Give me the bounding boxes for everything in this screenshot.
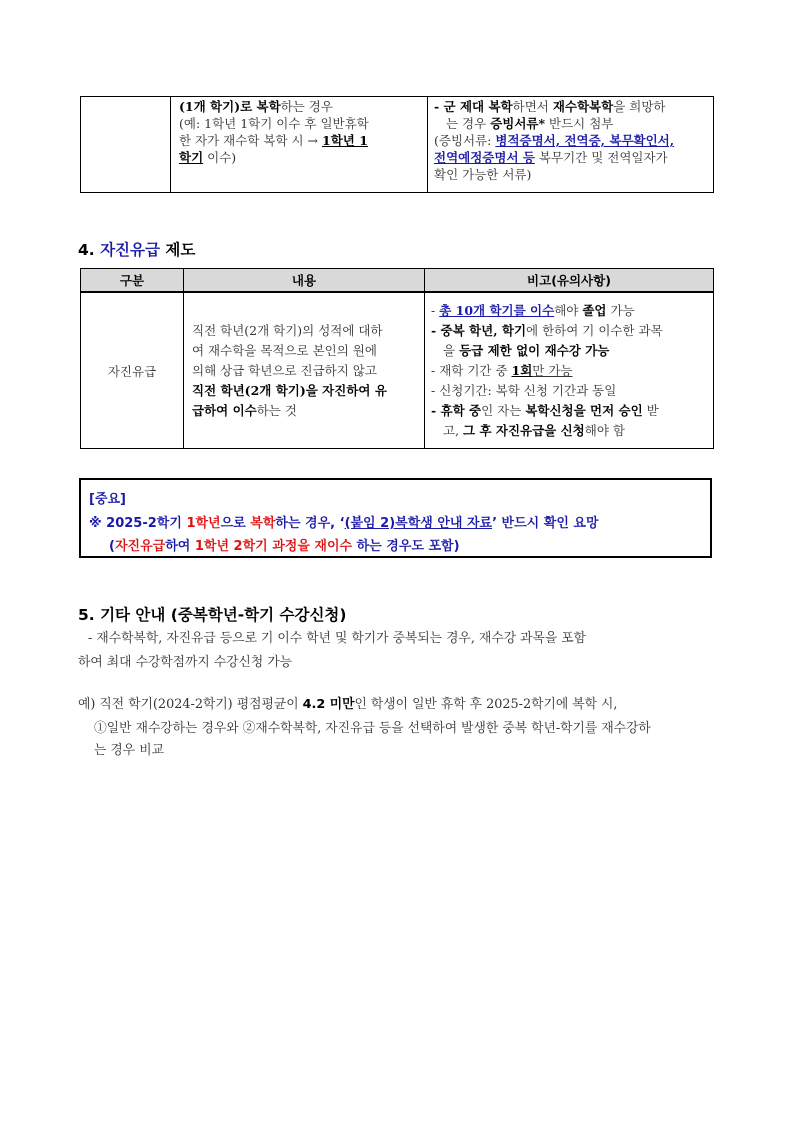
reenroll-table-continued [80, 96, 714, 193]
text-bold: 증빙서류* [490, 116, 546, 131]
text-underlined: 만 가능 [532, 362, 573, 378]
important-tag: [중요] [89, 492, 126, 507]
example-line-3: 는 경우 비교 [94, 743, 164, 758]
table-row [81, 97, 714, 193]
text-underlined: 1학년 1 [322, 133, 368, 148]
text-bold: 직전 학년(2개 학기)을 자진하여 유 [192, 382, 387, 398]
attachment-link[interactable]: (붙임 2)복학생 안내 자료 [344, 516, 493, 531]
text-bold: 그 후 자진유급을 신청 [463, 422, 585, 438]
text: 으로 [220, 516, 251, 531]
text: 고, [443, 422, 464, 438]
text-bold: (1개 학기)로 복학 [179, 99, 281, 114]
text: 가능 [606, 302, 635, 318]
text: 을 [443, 342, 460, 358]
content-cell [184, 292, 425, 449]
text: 하여 [165, 539, 195, 554]
text: - 신청기간: 복학 신청 기간과 동일 [431, 382, 617, 398]
example-line-2: ①일반 재수강하는 경우와 ②재수학복학, 자진유급 등을 선택하여 발생한 중복 학년-학기를 재수강하 [94, 721, 651, 736]
text-bold: 급하여 이수 [192, 402, 257, 418]
text-red: 자진유급 [114, 539, 166, 554]
text: 하는 경우 [280, 99, 333, 114]
text-bold: - 군 제대 복학 [434, 99, 513, 114]
text-bold: 재수학복학 [552, 99, 614, 114]
self-retention-table [80, 268, 714, 449]
text-red: 1학년 [186, 516, 221, 531]
text: ’ 반드시 확인 요망 [492, 516, 599, 531]
text: 해야 [554, 302, 583, 318]
text: 하면서 [512, 99, 553, 114]
text-bold: - 휴학 중 [431, 402, 482, 418]
text: ※ 2025-2학기 [89, 516, 187, 531]
text: (예: 1학년 1학기 이수 후 일반휴학 [179, 116, 369, 131]
section-number: 4. [78, 241, 101, 259]
table-header-row [81, 269, 714, 293]
content-cell [171, 97, 428, 193]
example-line-1 [78, 696, 618, 714]
text: 인 자는 [481, 402, 526, 418]
text: (증빙서류: [434, 133, 496, 148]
text: - 재학 기간 중 [431, 362, 512, 378]
text-blue-underlined: 전역예정증명서 등 [434, 150, 535, 165]
text: 하는 것 [256, 402, 297, 418]
text-red: 복학 [250, 516, 276, 531]
table-row [81, 292, 714, 449]
text-bold: 졸업 [582, 302, 607, 318]
section-5-heading: 5. 기타 안내 (중복학년-학기 수강신청) [78, 606, 347, 624]
text: 이수) [203, 150, 237, 165]
text: 확인 가능한 서류) [434, 167, 532, 182]
category-cell: 자진유급 [81, 292, 184, 449]
text: 하는 경우, ‘ [275, 516, 345, 531]
text: 한 자가 재수학 복학 시 → [179, 133, 322, 148]
note-cell [428, 97, 714, 193]
text-bold: 등급 제한 없이 재수강 가능 [459, 342, 610, 358]
text: 직전 학년(2개 학기)의 성적에 대하 [192, 322, 383, 338]
text-red: 1학년 2학기 과정을 재이수 [194, 539, 353, 554]
text: 반드시 첨부 [545, 116, 614, 131]
text-underlined: 학기 [179, 150, 204, 165]
text-blue-underlined: 병적증명서, 전역증, 복무확인서, [495, 133, 675, 148]
category-cell-empty [81, 97, 171, 193]
text: 해야 함 [584, 422, 625, 438]
column-header: 구분 [81, 269, 184, 293]
text: 예) 직전 학기(2024-2학기) 평점평균이 [78, 697, 303, 712]
section-title: 제도 [159, 241, 196, 259]
text: 에 한하여 기 이수한 과목 [526, 322, 663, 338]
column-header: 비고(유의사항) [425, 269, 714, 293]
text: 받 [642, 402, 659, 418]
section-title-blue: 자진유급 [100, 241, 160, 259]
text: 여 재수학을 목적으로 본인의 원에 [192, 342, 377, 358]
section-4-heading [78, 238, 195, 260]
important-line-1 [89, 512, 599, 531]
text-underlined: 1회 [511, 362, 533, 378]
paragraph-line: 하여 최대 수강학점까지 수강신청 가능 [78, 655, 293, 670]
text: 복무기간 및 전역일자가 [534, 150, 668, 165]
paragraph-line: - 재수학복학, 자진유급 등으로 기 이수 학년 및 학기가 중복되는 경우, 재수강 과목을 포함 [88, 631, 587, 646]
text: 인 학생이 일반 휴학 후 2025-2학기에 복학 시, [354, 697, 618, 712]
text-bold: - 중복 학년, 학기 [431, 322, 527, 338]
text: 하는 경우도 포함) [352, 539, 460, 554]
text-bold: 복학신청을 먼저 승인 [525, 402, 643, 418]
text: - [431, 302, 440, 318]
column-header: 내용 [184, 269, 425, 293]
note-cell [425, 292, 714, 449]
important-line-2 [109, 535, 460, 554]
text-bold: 4.2 미만 [302, 697, 355, 712]
text-blue-underlined: 총 10개 학기를 이수 [439, 302, 555, 318]
text: ( [109, 539, 115, 554]
text: 의해 상급 학년으로 진급하지 않고 [192, 362, 377, 378]
text: 을 희망하 [613, 99, 666, 114]
important-notice-box [79, 478, 712, 558]
text: 는 경우 [446, 116, 491, 131]
